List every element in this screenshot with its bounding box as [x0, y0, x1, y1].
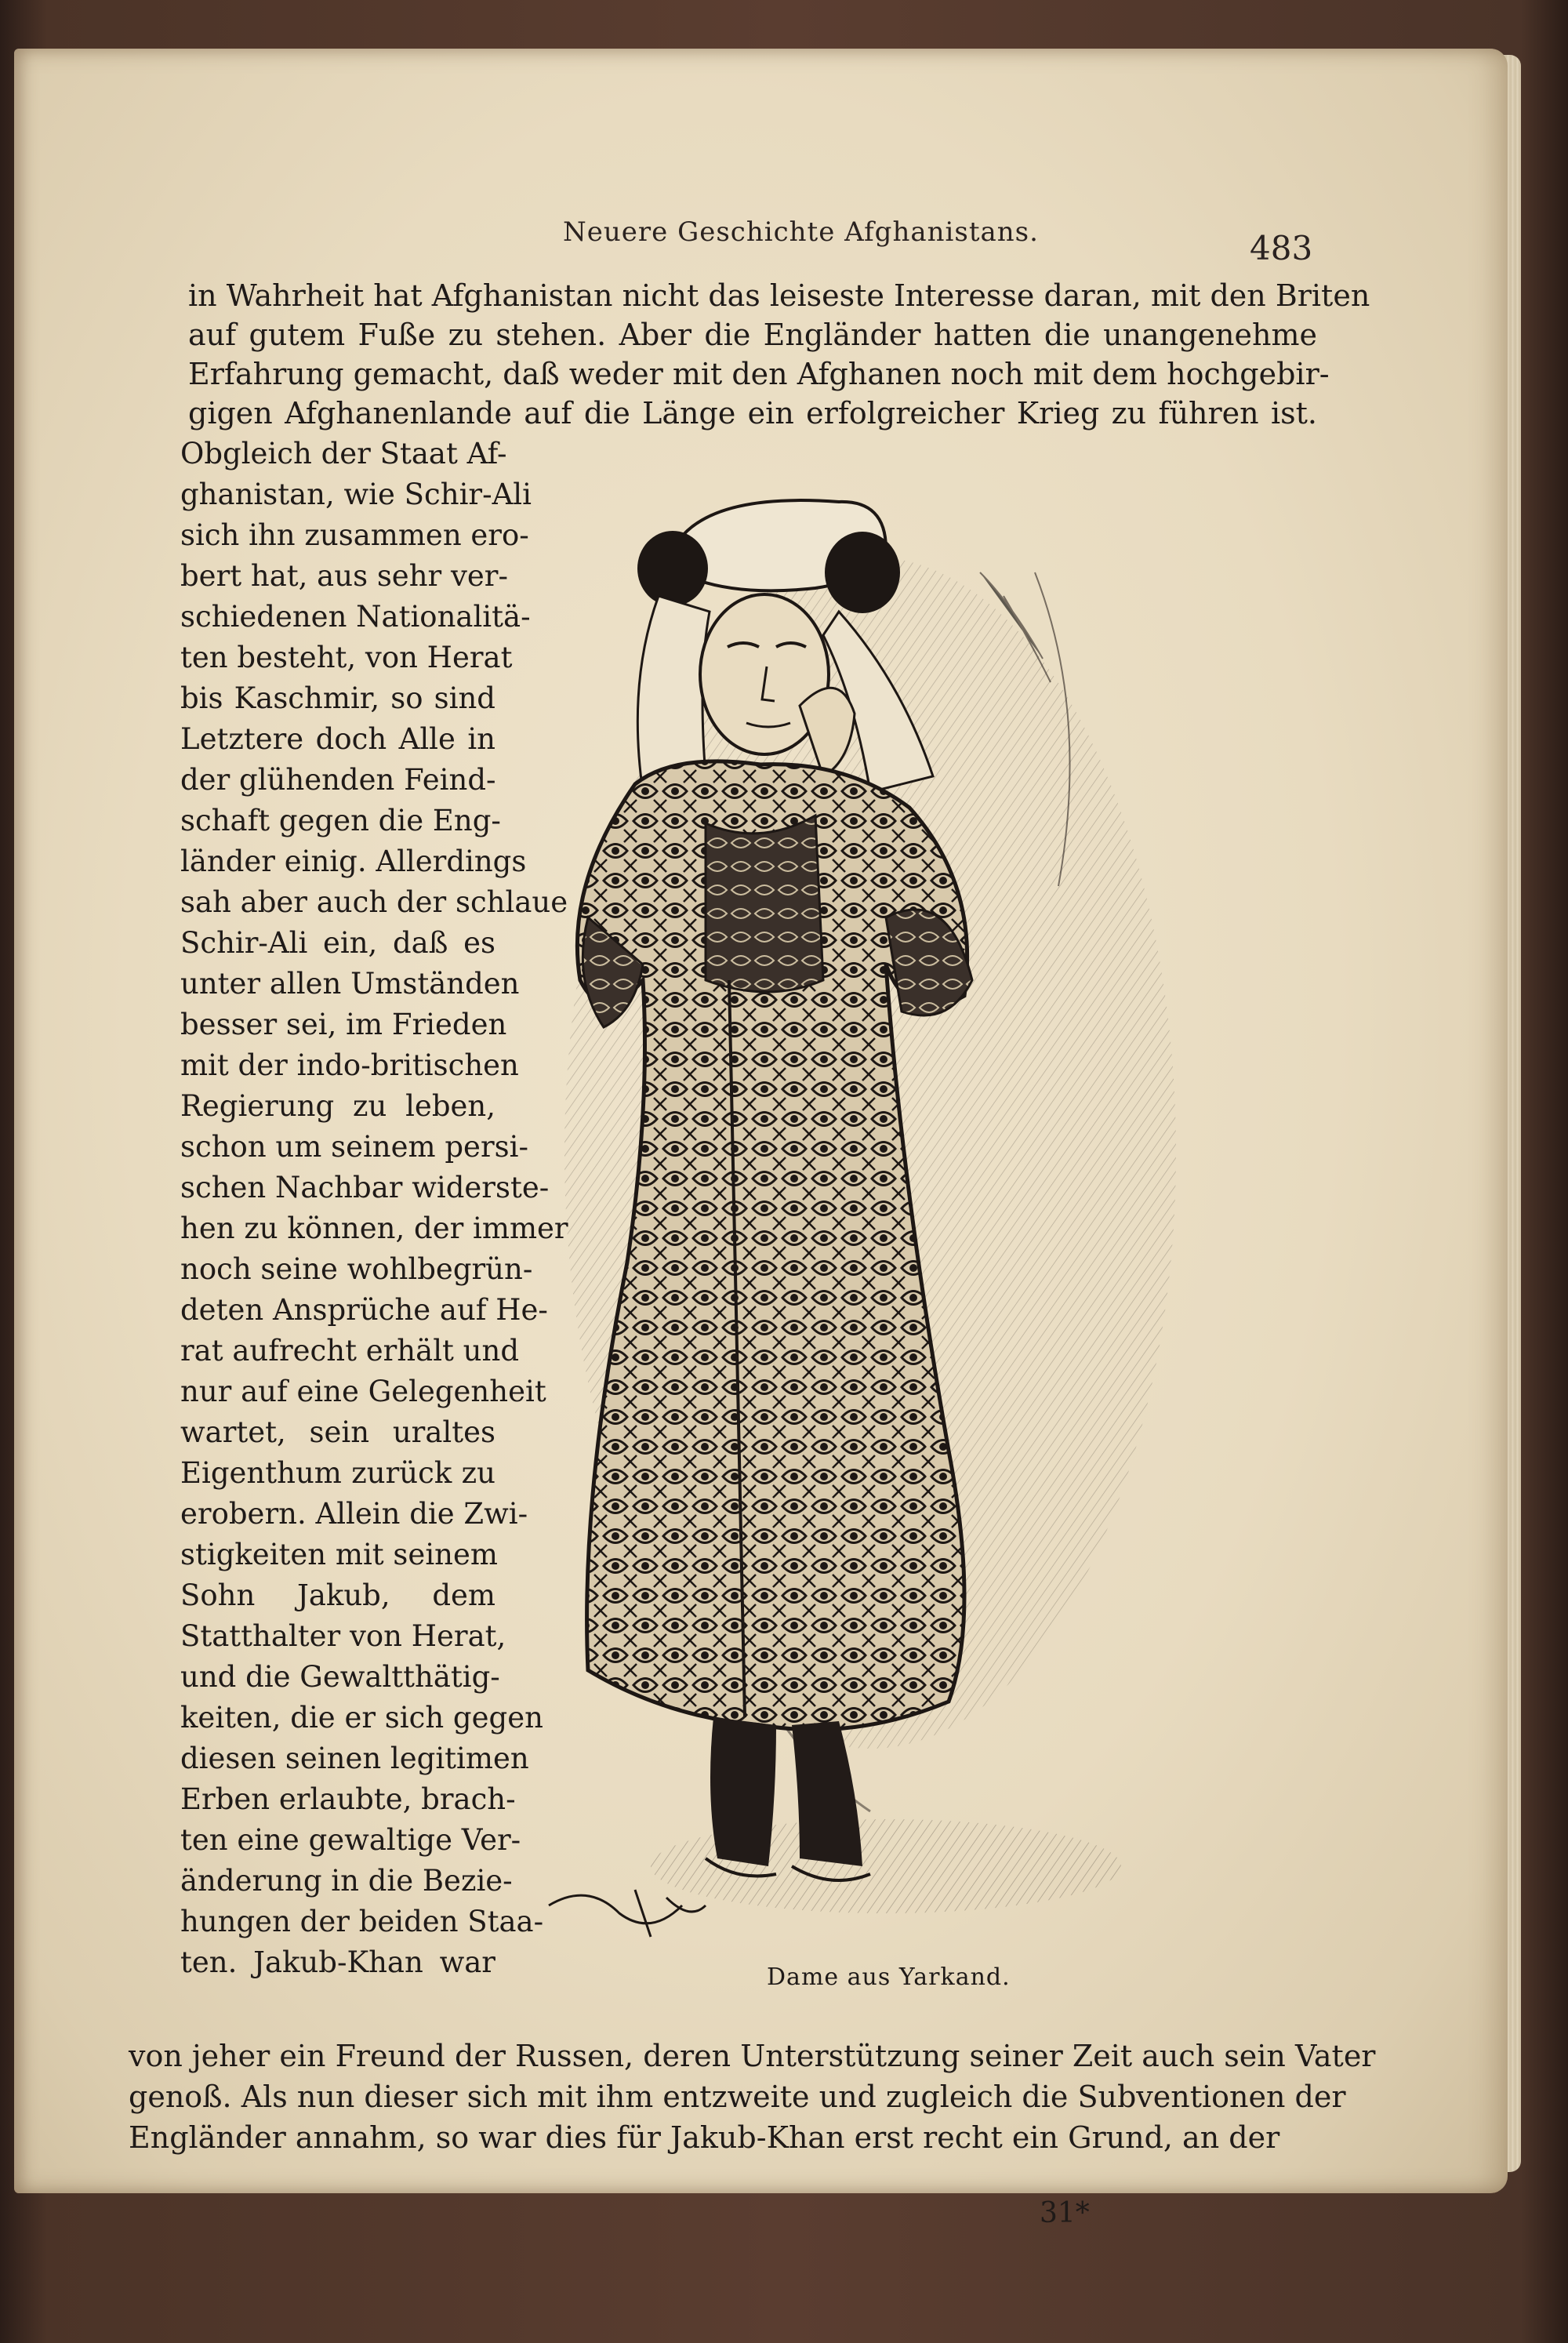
text-line: nur auf eine Gelegenheit [180, 1375, 546, 1408]
text-line: und die Gewaltthätig- [180, 1660, 500, 1694]
text-line: sah aber auch der schlaue [180, 885, 568, 919]
signature-mark: 31* [1040, 2197, 1090, 2229]
text-line: besser sei, im Frieden [180, 1008, 507, 1041]
text-line: genoß. Als nun dieser sich mit ihm entzweite und zugleich die Subventionen der [129, 2080, 1346, 2114]
text-line: wartet, sein uraltes [180, 1415, 495, 1449]
text-line: Regierung zu leben, [180, 1089, 495, 1123]
text-line: Schir-Ali ein, daß es [180, 926, 495, 960]
text-line: noch seine wohlbegrün- [180, 1252, 533, 1286]
text-line: von jeher ein Freund der Russen, deren Unterstützung seiner Zeit auch sein Vater [129, 2039, 1376, 2073]
text-line: Statthalter von Herat, [180, 1619, 506, 1653]
text-line: rat aufrecht erhält und [180, 1334, 520, 1368]
illustration-caption: Dame aus Yarkand. [767, 1963, 1011, 1991]
text-line: ten. Jakub-Khan war [180, 1945, 495, 1979]
text-line: der glühenden Feind- [180, 763, 496, 797]
engraving-illustration [541, 478, 1184, 1952]
text-line: Erben erlaubte, brach- [180, 1782, 516, 1816]
text-line: hen zu können, der immer [180, 1211, 568, 1245]
text-line: ten besteht, von Herat [180, 641, 513, 674]
text-line: diesen seinen legitimen [180, 1742, 529, 1775]
text-line: gigen Afghanenlande auf die Länge ein erfolgreicher Krieg zu führen ist. [188, 396, 1317, 430]
text-line: keiten, die er sich gegen [180, 1701, 543, 1735]
running-head: Neuere Geschichte Afghanistans. [563, 216, 1039, 248]
text-line: ghanistan, wie Schir-Ali [180, 478, 532, 511]
text-line: änderung in die Bezie- [180, 1864, 513, 1898]
text-line: sich ihn zusammen ero- [180, 518, 529, 552]
text-line: deten Ansprüche auf He- [180, 1293, 548, 1327]
text-line: mit der indo-britischen [180, 1048, 519, 1082]
text-line: Eigenthum zurück zu [180, 1456, 495, 1490]
text-line: Letztere doch Alle in [180, 722, 495, 756]
text-line: Obgleich der Staat Af- [180, 437, 507, 470]
text-line: bert hat, aus sehr ver- [180, 559, 508, 593]
book-page [14, 49, 1508, 2229]
text-line: Sohn Jakub, dem [180, 1578, 495, 1612]
artist-monogram [549, 1890, 706, 1937]
text-line: bis Kaschmir, so sind [180, 681, 495, 715]
text-line: ten eine gewaltige Ver- [180, 1823, 521, 1857]
text-line: hungen der beiden Staa- [180, 1905, 544, 1938]
text-line: auf gutem Fuße zu stehen. Aber die Engländer hatten die unangenehme [188, 318, 1317, 352]
page-number: 483 [1250, 229, 1313, 267]
text-line: unter allen Umständen [180, 967, 520, 1001]
text-line: Erfahrung gemacht, daß weder mit den Afghanen noch mit dem hochgebir- [188, 357, 1330, 391]
text-line: schiedenen Nationalitä- [180, 600, 531, 634]
text-line: schaft gegen die Eng- [180, 804, 501, 837]
text-line: stigkeiten mit seinem [180, 1538, 498, 1571]
text-line: schon um seinem persi- [180, 1130, 528, 1164]
text-line: schen Nachbar widerste- [180, 1171, 550, 1204]
text-line: Engländer annahm, so war dies für Jakub-Khan erst recht ein Grund, an der [129, 2120, 1280, 2155]
text-line: länder einig. Allerdings [180, 845, 527, 878]
text-line: erobern. Allein die Zwi- [180, 1497, 528, 1531]
text-line: in Wahrheit hat Afghanistan nicht das leiseste Interesse daran, mit den Briten [188, 278, 1370, 313]
